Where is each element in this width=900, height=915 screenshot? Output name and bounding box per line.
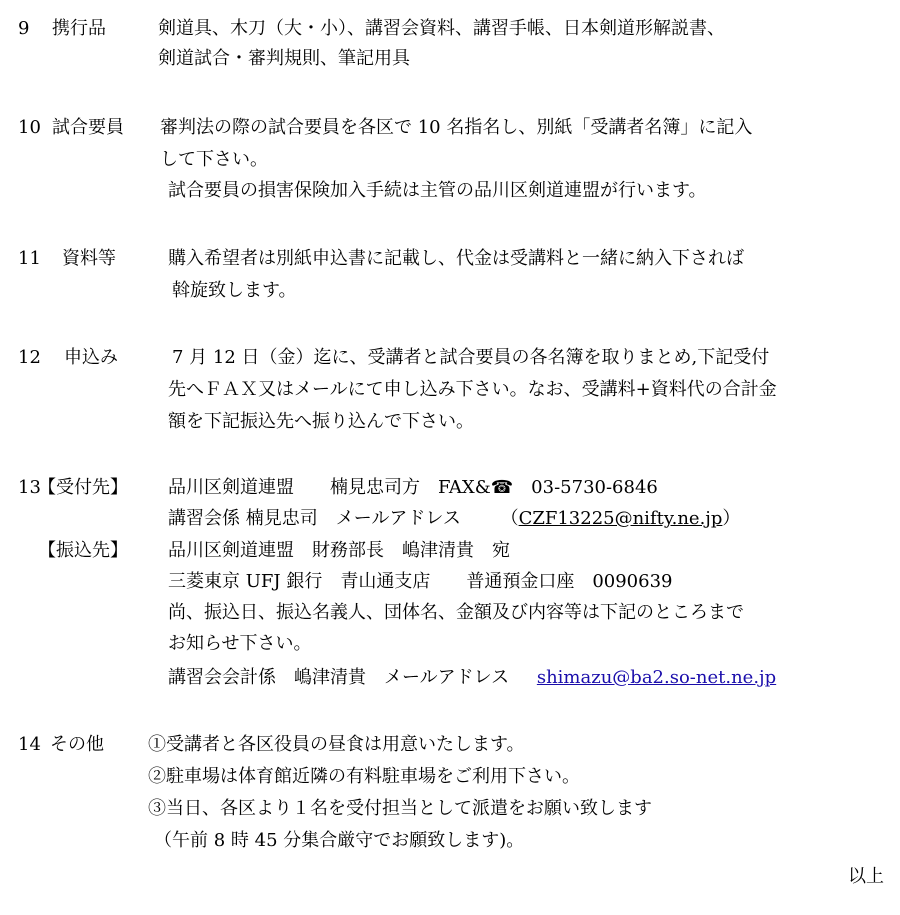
reception-contact-text: 講習会係 楠見忠司 メールアドレス <box>168 508 461 529</box>
section-13-line-2 <box>168 504 740 534</box>
section-11-line-2: 斡旋致します。 <box>172 280 297 301</box>
section-14-line-3: ③当日、各区より１名を受付担当として派遣をお願い致します <box>148 798 652 819</box>
section-10-label: 試合要員 <box>52 117 124 138</box>
section-11-number: 11 <box>18 248 41 269</box>
transfer-line-3: 尚、振込日、振込名義人、団体名、金額及び内容等は下記のところまで <box>168 602 744 623</box>
section-13-number: 13 <box>18 477 41 498</box>
section-11-label: 資料等 <box>62 248 116 269</box>
section-10-line-1: 審判法の際の試合要員を各区で 10 名指名し、別紙「受講者名簿」に記入 <box>160 117 753 138</box>
closing-text: 以上 <box>848 866 884 887</box>
transfer-line-2: 三菱東京 UFJ 銀行 青山通支店 普通預金口座 0090639 <box>168 571 673 592</box>
reception-email-link[interactable]: CZF13225@nifty.ne.jp <box>518 508 723 529</box>
section-13-line-1: 品川区剣道連盟 楠見忠司方 FAX&☎ 03-5730-6846 <box>168 477 658 498</box>
section-12-line-1: 7 月 12 日（金）迄に、受講者と試合要員の各名簿を取りまとめ,下記受付 <box>172 347 770 368</box>
section-14-line-2: ②駐車場は体育館近隣の有料駐車場をご利用下さい。 <box>148 766 580 787</box>
section-9-number: 9 <box>18 18 30 39</box>
section-14-label: その他 <box>50 734 104 755</box>
section-13-label: 【受付先】 <box>38 477 128 498</box>
section-11-line-1: 購入希望者は別紙申込書に記載し、代金は受講料と一緒に納入下されば <box>168 248 744 269</box>
section-10-line-2: して下さい。 <box>160 149 268 170</box>
transfer-label: 【振込先】 <box>38 540 128 561</box>
section-9-label: 携行品 <box>52 18 106 39</box>
section-10-line-3: 試合要員の損害保険加入手続は主管の品川区剣道連盟が行います。 <box>168 180 707 201</box>
section-9-line-2: 剣道試合・審判規則、筆記用具 <box>158 48 410 69</box>
section-12-line-2: 先へＦＡＸ又はメールにて申し込み下さい。なお、受講料+資料代の合計金 <box>168 379 777 400</box>
section-12-label: 申込み <box>64 347 118 368</box>
section-14-line-4: （午前 8 時 45 分集合厳守でお願致します)。 <box>154 830 525 851</box>
email-bracket-open: （ <box>500 508 519 529</box>
section-10-number: 10 <box>18 117 41 138</box>
transfer-line-1: 品川区剣道連盟 財務部長 嶋津清貴 宛 <box>168 540 510 561</box>
email-bracket-close: ） <box>722 508 741 529</box>
accounting-email-link[interactable]: shimazu@ba2.so-net.ne.jp <box>536 667 777 688</box>
section-9-line-1: 剣道具、木刀（大・小）、講習会資料、講習手帳、日本剣道形解説書、 <box>158 18 725 39</box>
accounting-contact-text: 講習会会計係 嶋津清貴 メールアドレス <box>168 667 510 688</box>
transfer-line-5 <box>168 663 776 693</box>
section-14-line-1: ①受講者と各区役員の昼食は用意いたします。 <box>148 734 525 755</box>
transfer-line-4: お知らせ下さい。 <box>168 633 312 654</box>
section-12-number: 12 <box>18 347 41 368</box>
section-12-line-3: 額を下記振込先へ振り込んで下さい。 <box>168 411 474 432</box>
section-14-number: 14 <box>18 734 41 755</box>
